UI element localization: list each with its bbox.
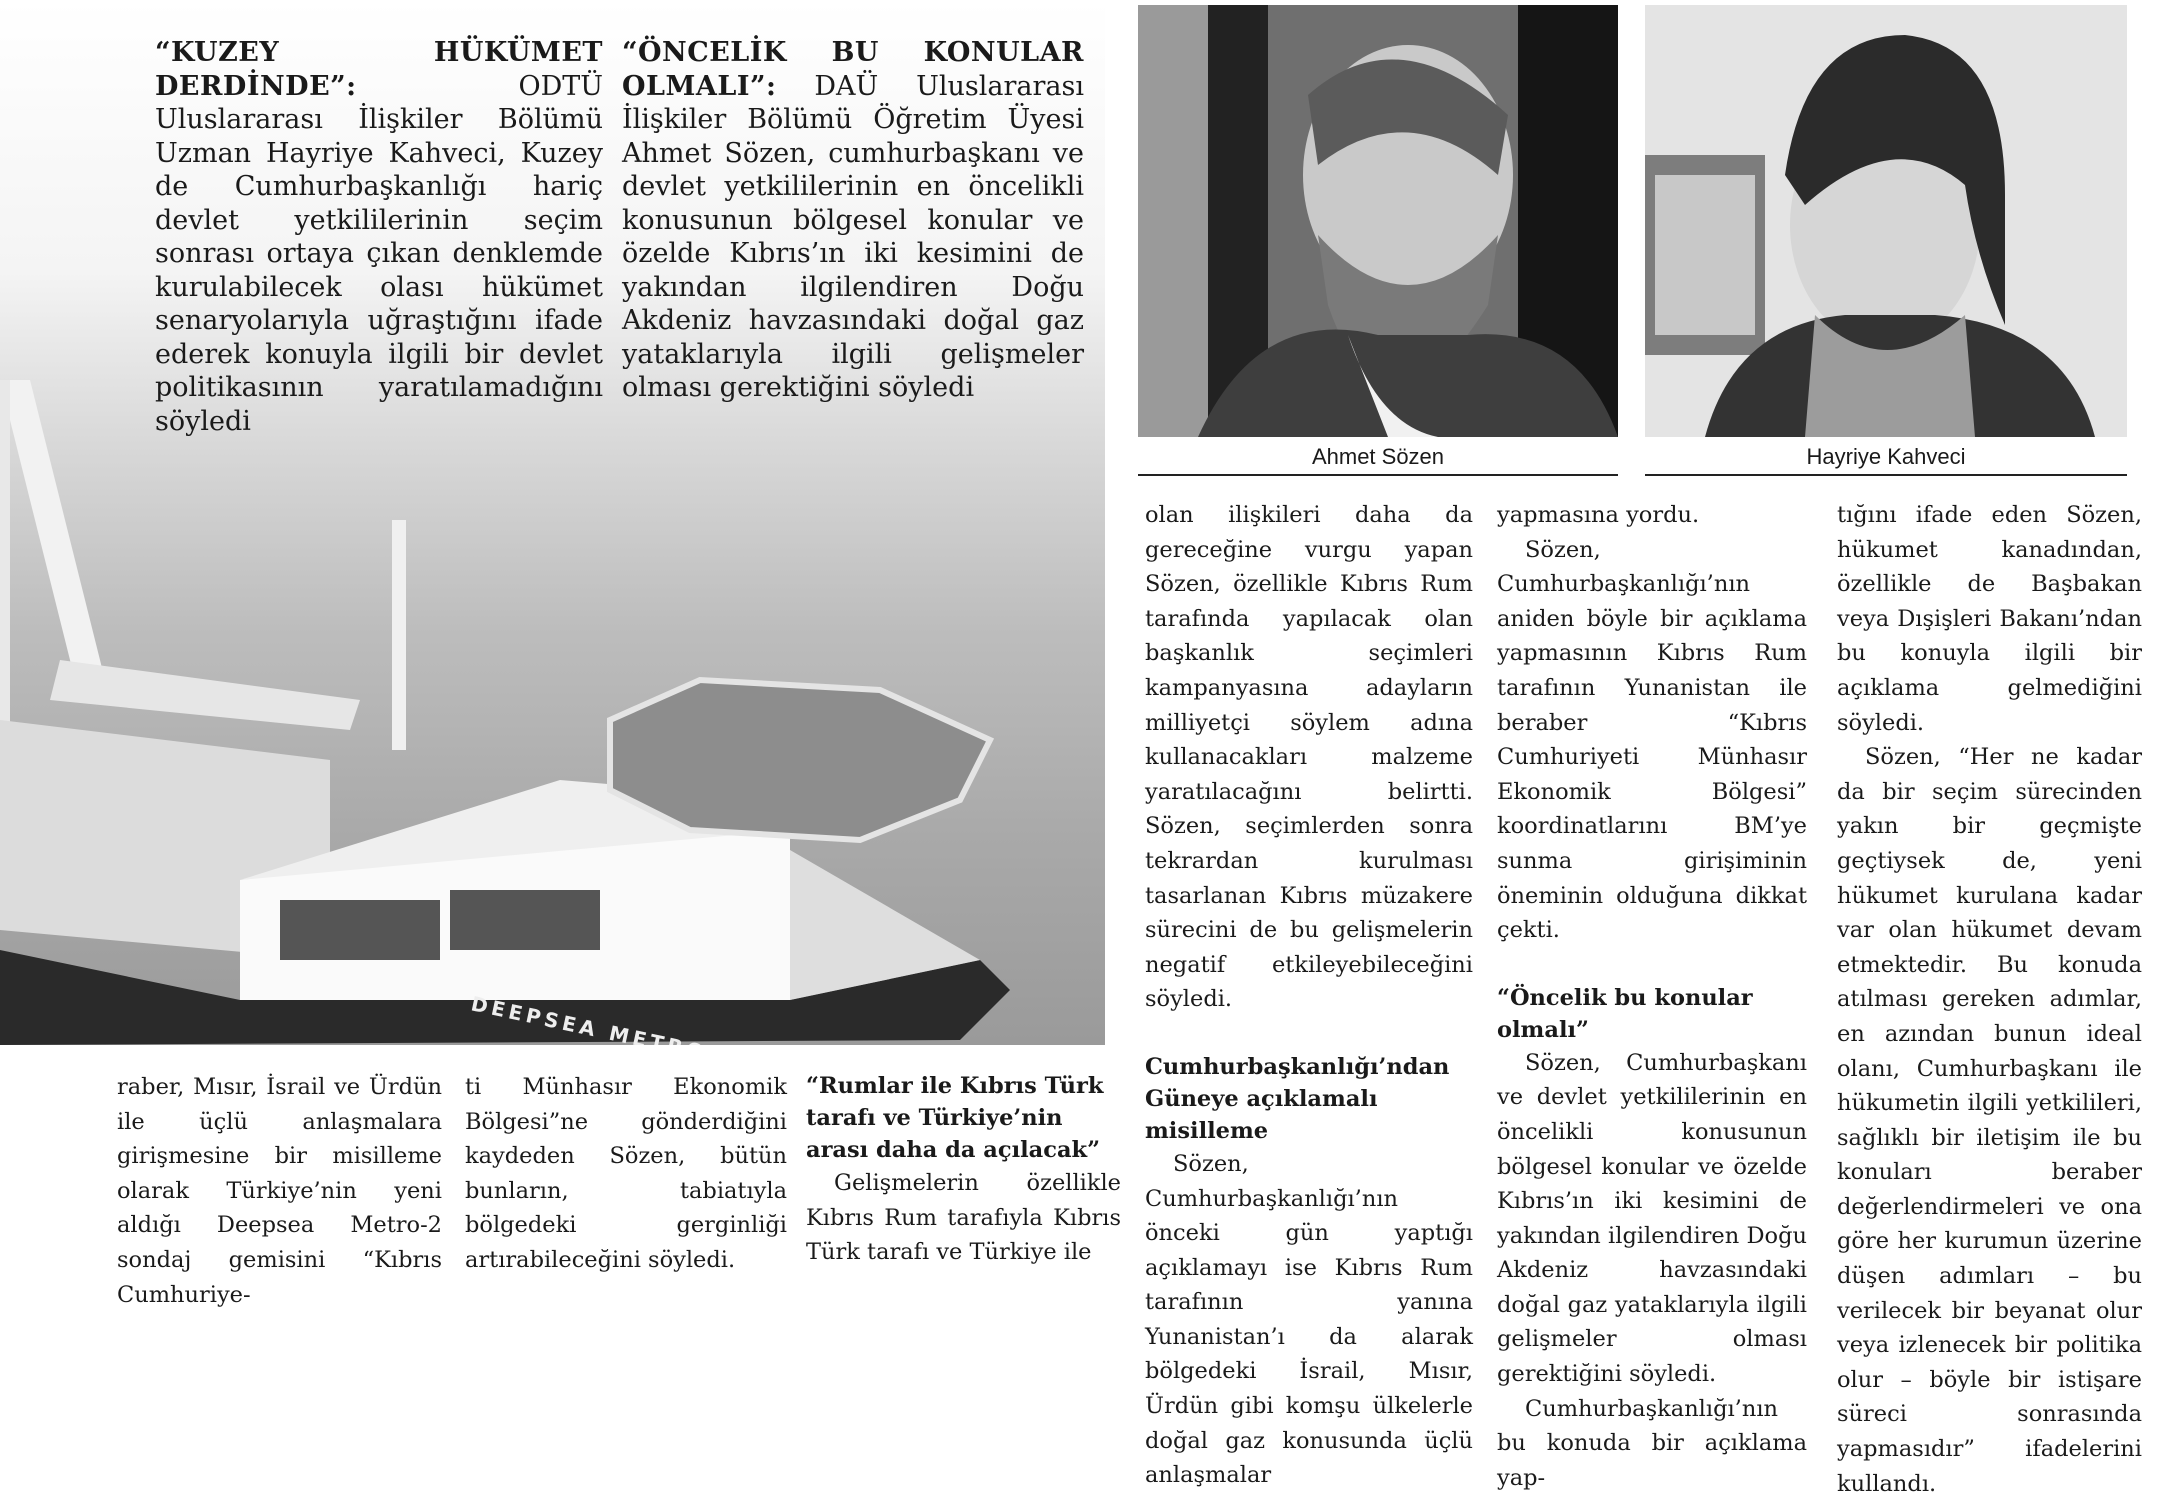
intro-body: DAÜ Uluslararası İlişkiler Bölümü Öğretim Üyesi Ahmet Sözen, cumhurbaşkanı ve devlet yetkililerinin en öncelikli konusunun bölgesel konular ve özelde Kıbrıs’ın iki kesimini de yakından ilgilendiren Doğu Akdeniz havzasındaki doğal gaz yataklarıyla ilgili gelişmeler olması gerektiğini söyledi [622,70,1084,403]
bottom-column-1 [117,1070,442,1312]
subheading: “Öncelik bu konular olmalı” [1497,984,1753,1043]
bottom-column-2 [465,1070,787,1278]
subheading: Cumhurbaşkanlığı’ndan Güneye açıklamalı misilleme [1145,1053,1450,1144]
paragraph: olan ilişkileri daha da gereceğine vurgu yapan Sözen, özellikle Kıbrıs Rum tarafında yapılacak olan başkanlık seçimleri kampanyasına adayların milliyetçi söylem adına kullanacakları malzeme yaratılacağını belirtti. Sözen, seçimlerden sonra tekrardan kurulması tasarlanan Kıbrıs müzakere sürecini de bu gelişmelerin negatif etkileyebileceğini söyledi. [1145,502,1473,1013]
intro-kahveci [155,36,603,438]
paragraph: Cumhurbaşkanlığı’nın bu konuda bir açıklama yap- [1497,1395,1807,1491]
paragraph: Sözen, Cumhurbaşkanı ve devlet yetkililerinin en öncelikli konusunun bölgesel konular ve özelde Kıbrıs’ın iki kesimini de yakından ilgilendiren Doğu Akdeniz havzasındaki doğal gaz yataklarıyla ilgili gelişmeler olması gerektiğini söyledi. [1497,1049,1807,1388]
portrait-caption: Ahmet Sözen [1138,440,1618,476]
paragraph: tığını ifade eden Sözen, hükumet kanadından, özellikle de Başbakan veya Dışişleri Bakanı’ndan bu konuyla ilgili bir açıklama gelmediğini söyledi. [1837,502,2142,736]
subheading: “Rumlar ile Kıbrıs Türk tarafı ve Türkiye’nin arası daha da açılacak” [806,1073,1104,1163]
intro-sozen [622,36,1084,405]
intro-body: ODTÜ Uluslararası İlişkiler Bölümü Uzman Hayriye Kahveci, Kuzey de Cumhurbaşkanlığı hariç devlet yetkililerinin seçim sonrası ortaya çıkan denklemde kurulabilecek olası hükümet senaryolarıyla uğraştığını ifade ederek konuyla ilgili bir devlet politikasının yaratılamadığını söyledi [155,70,603,437]
paragraph: Sözen, “Her ne kadar da bir seçim sürecinden yakın bir geçmişte geçtiysek de, yeni hükumet kurulana kadar var olan hükumet devam etmektedir. Bu konuda atılması gereken adımlar, en azından bunun ideal olanı, Cumhurbaşkanı ile hükumetin ilgili yetkilileri, sağlıklı bir iletişim ile bu konuları beraber değerlendirmeleri ve ona göre her kurumun üzerine düşen adımları – bu verilecek bir beyanat olur veya izlenecek bir politika olur – böyle bir istişare süreci sonrasında yapmasıdır” ifadelerini kullandı. [1837,744,2142,1497]
body-column-c [1837,498,2142,1501]
intro-lead: “ÖNCELİK BU KONULAR OLMALI”: [622,37,1084,102]
portrait-ahmet-sozen [1138,5,1618,437]
intro-lead: “KUZEY HÜKÜMET DERDİNDE”: [155,37,603,102]
bottom-column-3 [806,1070,1121,1270]
paragraph: Sözen, Cumhurbaşkanlığı’nın önceki gün yaptığı açıklamayı ise Kıbrıs Rum tarafının yanına Yunanistan’ı da alarak bölgedeki İsrail, Mısır, Ürdün gibi komşu ülkelerle doğal gaz konusunda üçlü anlaşmalar [1145,1150,1473,1489]
portrait-caption: Hayriye Kahveci [1645,440,2127,476]
body-column-a [1145,498,1473,1493]
paragraph: ti Münhasır Ekonomik Bölgesi”ne gönderdiğini kaydeden Sözen, bütün bunların, tabiatıyla bölgedeki gerginliği artırabileceğini söyledi. [465,1074,787,1273]
portrait-hayriye-kahveci [1645,5,2127,437]
paragraph: Gelişmelerin özellikle Kıbrıs Rum tarafıyla Kıbrıs Türk tarafı ve Türkiye ile [806,1170,1121,1266]
paragraph: Sözen, Cumhurbaşkanlığı’nın aniden böyle bir açıklama yapmasının Kıbrıs Rum tarafının Yunanistan ile beraber “Kıbrıs Cumhuriyeti Münhasır Ekonomik Bölgesi” koordinatlarını BM’ye sunma girişiminin öneminin olduğuna dikkat çekti. [1497,536,1807,944]
paragraph: raber, Mısır, İsrail ve Ürdün ile üçlü anlaşmalara girişmesine bir misilleme olarak Türkiye’nin yeni aldığı Deepsea Metro-2 sondaj gemisini “Kıbrıs Cumhuriye- [117,1074,442,1308]
body-column-b [1497,498,1807,1495]
paragraph: yapmasına yordu. [1497,502,1700,528]
